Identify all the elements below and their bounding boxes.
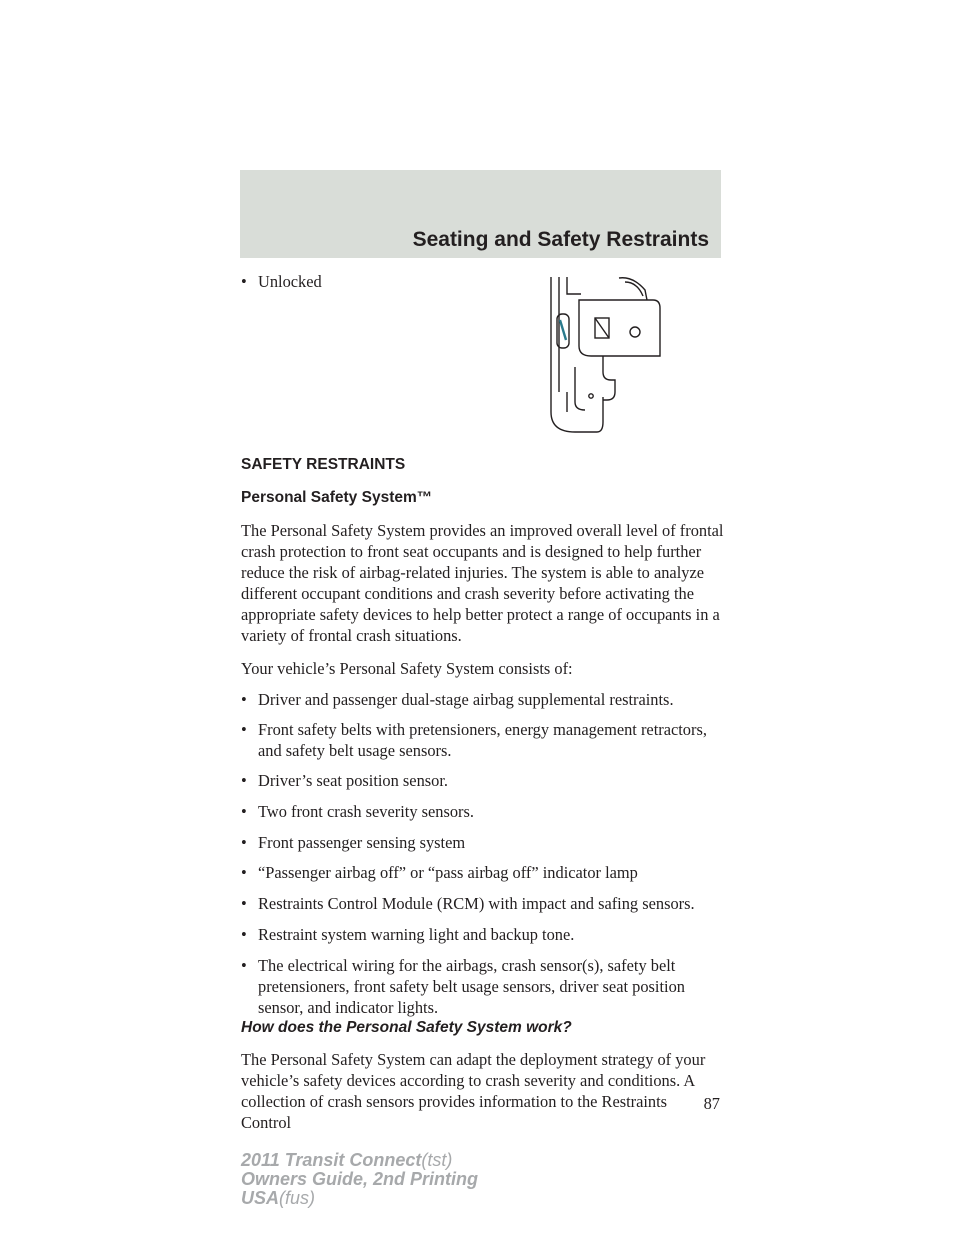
bullet-marker: • bbox=[241, 956, 247, 975]
list-item bbox=[241, 689, 721, 710]
bullet-marker: • bbox=[241, 272, 247, 291]
intro-bullet bbox=[241, 271, 501, 292]
list-item-text: Restraints Control Module (RCM) with impact and safing sensors. bbox=[258, 894, 695, 913]
intro-paragraph: The Personal Safety System provides an improved overall level of frontal crash protection to front seat occupants and is designed to help further reduce the risk of airbag-related injuries. The system is able to analyze different occupant conditions and crash severity before activating the appropriate safety devices to help better protect a range of occupants in a variety of frontal crash situations. bbox=[241, 521, 724, 645]
list-item bbox=[241, 893, 721, 914]
section-header-band bbox=[240, 170, 721, 258]
footer-model-code: (tst) bbox=[421, 1150, 453, 1170]
bullet-marker: • bbox=[241, 802, 247, 821]
bullet-marker: • bbox=[241, 894, 247, 913]
list-item-text: Front safety belts with pretensioners, energy management retractors, and safety belt usage sensors. bbox=[258, 720, 707, 760]
seat-lock-drawing bbox=[545, 272, 665, 442]
footer-market-code: (fus) bbox=[279, 1188, 316, 1208]
bullet-marker: • bbox=[241, 863, 247, 882]
list-item bbox=[241, 770, 721, 791]
list-item bbox=[241, 832, 721, 853]
list-item bbox=[241, 719, 721, 761]
bullet-marker: • bbox=[241, 925, 247, 944]
list-item-text: Two front crash severity sensors. bbox=[258, 802, 474, 821]
footer-line-1 bbox=[241, 1151, 478, 1170]
section-heading: SAFETY RESTRAINTS bbox=[241, 456, 406, 473]
page-number: 87 bbox=[703, 1094, 720, 1113]
seat-lock-illustration bbox=[545, 272, 665, 442]
footer-printing: Owners Guide, 2nd Printing bbox=[241, 1169, 479, 1189]
how-it-works-paragraph: The Personal Safety System can adapt the deployment strategy of your vehicle’s safety devices according to crash severity and conditions. A collection of crash sensors provides information to the Restraints Control bbox=[241, 1050, 706, 1132]
list-item-text: “Passenger airbag off” or “pass airbag off” indicator lamp bbox=[258, 863, 638, 882]
list-item-text: Driver and passenger dual-stage airbag supplemental restraints. bbox=[258, 690, 674, 709]
footer-market: USA bbox=[241, 1188, 280, 1208]
question-heading: How does the Personal Safety System work? bbox=[241, 1019, 572, 1036]
footer-line-3 bbox=[241, 1189, 478, 1208]
bullet-marker: • bbox=[241, 833, 247, 852]
list-item-text: Driver’s seat position sensor. bbox=[258, 771, 448, 790]
print-footer bbox=[241, 1151, 478, 1208]
list-item-text: Front passenger sensing system bbox=[258, 833, 466, 852]
footer-model: 2011 Transit Connect bbox=[241, 1150, 422, 1170]
list-item bbox=[241, 801, 721, 822]
list-item-text: Restraint system warning light and backup tone. bbox=[258, 925, 575, 944]
bullet-marker: • bbox=[241, 771, 247, 790]
list-item bbox=[241, 924, 721, 945]
footer-line-2 bbox=[241, 1170, 478, 1189]
list-item bbox=[241, 862, 721, 883]
list-item bbox=[241, 955, 721, 1018]
list-item-text: The electrical wiring for the airbags, crash sensor(s), safety belt pretensioners, front safety belt usage sensors, driver seat position sensor, and indicator lights. bbox=[258, 956, 685, 1017]
consists-of-paragraph: Your vehicle’s Personal Safety System consists of: bbox=[241, 659, 573, 678]
bullet-marker: • bbox=[241, 690, 247, 709]
section-title: Seating and Safety Restraints bbox=[412, 228, 709, 251]
bullet-marker: • bbox=[241, 720, 247, 739]
subheading: Personal Safety System™ bbox=[241, 489, 433, 506]
intro-bullet-text: Unlocked bbox=[258, 272, 322, 291]
